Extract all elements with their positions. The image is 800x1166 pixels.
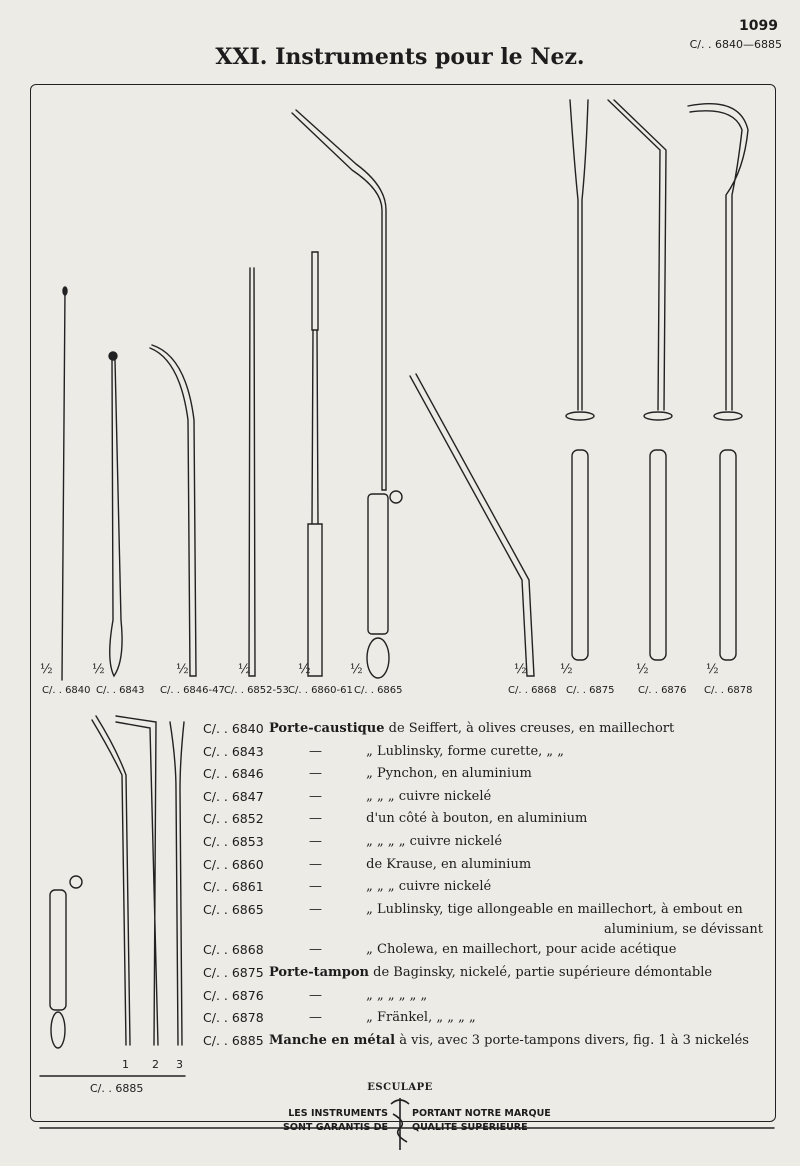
scale-note: ½	[176, 662, 189, 677]
instrument-6885-screw	[70, 876, 82, 888]
tampon-3	[170, 722, 184, 1045]
figure-ref: C/. . 6843	[96, 685, 145, 696]
footer-text: SONT GARANTIS DE	[283, 1122, 388, 1133]
caduceus-logo	[385, 1094, 415, 1154]
instrument-6885-handle	[50, 890, 66, 1010]
figure-ref: C/. . 6846-47	[160, 685, 225, 696]
catalog-row	[203, 1007, 763, 1030]
catalog-row	[203, 786, 763, 809]
item-name: —	[309, 766, 322, 782]
item-code: C/. . 6876	[203, 987, 264, 1003]
scale-note: ½	[350, 662, 363, 677]
item-name: —	[309, 1010, 322, 1026]
instrument-6876-shaft	[608, 100, 666, 410]
item-code: C/. . 6878	[203, 1010, 264, 1026]
instrument-6860	[308, 252, 322, 676]
item-name: Manche en métal	[269, 1032, 396, 1048]
item-code: C/. . 6843	[203, 743, 264, 759]
brand-name: ESCULAPE	[367, 1082, 433, 1093]
catalog-row	[203, 854, 763, 877]
page-title: XXI. Instruments pour le Nez.	[215, 44, 585, 70]
item-description: „ „ „ „ cuivre nickelé	[366, 833, 503, 849]
item-description: de Baginsky, nickelé, partie supérieure démontable	[373, 964, 713, 980]
scale-note: ½	[298, 662, 311, 677]
item-name: Porte-caustique	[269, 721, 385, 736]
item-description: „ „ „ cuivre nickelé	[366, 879, 492, 895]
scale-note: ½	[706, 662, 719, 677]
item-description: „ Pynchon, en aluminium	[366, 766, 532, 782]
item-code: C/. . 6861	[203, 879, 264, 895]
instrument-6865	[292, 110, 386, 490]
item-name: —	[309, 833, 322, 849]
figure-ref: C/. . 6852-53	[224, 685, 289, 696]
item-description: „ Cholewa, en maillechort, pour acide acétique	[366, 942, 677, 958]
instrument-6852	[249, 268, 255, 676]
item-name: —	[309, 788, 322, 804]
catalog-row	[203, 985, 763, 1008]
catalog-range: C/. . 6840—6885	[689, 38, 782, 51]
item-code: C/. . 6875	[203, 964, 264, 980]
instrument-6875-handle	[572, 450, 588, 660]
item-code: C/. . 6846	[203, 766, 264, 782]
instrument-6868	[410, 374, 534, 676]
instrument-6876-handle	[650, 450, 666, 660]
scale-note: ½	[40, 662, 53, 677]
figure-ref: C/. . 6876	[638, 685, 687, 696]
instrument-6846	[150, 345, 196, 676]
instrument-6865-handle	[368, 494, 388, 634]
catalog-row	[203, 899, 763, 922]
item-name: Porte-tampon	[269, 964, 370, 980]
figure-ref: C/. . 6840	[42, 685, 91, 696]
tampon-label-3: 3	[176, 1058, 183, 1071]
catalog-row	[203, 718, 763, 741]
figure-ref: C/. . 6865	[354, 685, 403, 696]
item-code: C/. . 6865	[203, 901, 264, 917]
item-description: de Seiffert, à olives creuses, en maillechort	[388, 721, 675, 736]
catalog-row	[203, 741, 763, 764]
catalog-row	[203, 763, 763, 786]
catalog-row	[203, 1030, 763, 1053]
item-code: C/. . 6852	[203, 811, 264, 827]
item-name: —	[309, 987, 322, 1003]
item-code: C/. . 6860	[203, 856, 264, 872]
item-name: —	[309, 856, 322, 872]
figure-ref: C/. . 6875	[566, 685, 615, 696]
instrument-6840-tip	[63, 287, 67, 295]
item-description: à vis, avec 3 porte-tampons divers, fig. 1 à 3 nickelés	[399, 1032, 749, 1048]
instrument-6865-knob	[367, 638, 389, 678]
catalog-row	[203, 876, 763, 899]
instrument-6878-handle	[720, 450, 736, 660]
tampon-1	[92, 716, 130, 1045]
item-code: C/. . 6868	[203, 942, 264, 958]
instrument-6885-knob	[51, 1012, 65, 1048]
item-description: „ Lublinsky, tige allongeable en maillechort, à embout en	[366, 901, 743, 917]
footer-text: QUALITÉ SUPÉRIEURE	[412, 1122, 528, 1133]
item-code: C/. . 6885	[203, 1032, 264, 1048]
item-description-continued: aluminium, se dévissant	[604, 922, 763, 938]
item-code: C/. . 6853	[203, 833, 264, 849]
item-name: —	[309, 942, 322, 958]
item-name: —	[309, 901, 322, 917]
catalog-row	[203, 808, 763, 831]
item-code: C/. . 6840	[203, 721, 264, 736]
tampon-label-1: 1	[122, 1058, 129, 1071]
item-code: C/. . 6847	[203, 788, 264, 804]
scale-note: ½	[238, 662, 251, 677]
figure-ref: C/. . 6878	[704, 685, 753, 696]
tampon-label-2: 2	[152, 1058, 159, 1071]
footer-text: PORTANT NOTRE MARQUE	[412, 1108, 551, 1119]
figure-ref: C/. . 6860-61	[288, 685, 353, 696]
instrument-6875-shaft	[570, 100, 588, 410]
bottom-figure-ref: C/. . 6885	[90, 1082, 144, 1095]
scale-note: ½	[636, 662, 649, 677]
instrument-6843-ball	[109, 352, 117, 360]
catalog-list	[203, 718, 763, 1052]
instrument-6875-guard	[566, 412, 594, 420]
item-name: —	[309, 811, 322, 827]
instrument-6840	[62, 290, 65, 680]
instrument-6878-shaft	[688, 104, 748, 410]
item-description: „ Fränkel, „ „ „ „	[366, 1010, 476, 1026]
catalog-row	[203, 962, 763, 985]
instrument-6878-guard	[714, 412, 742, 420]
scale-note: ½	[560, 662, 573, 677]
scale-note: ½	[514, 662, 527, 677]
catalog-row	[203, 939, 763, 962]
item-name: —	[309, 743, 322, 759]
instrument-6876-guard	[644, 412, 672, 420]
item-description: „ „ „ „ „ „	[366, 987, 428, 1003]
catalog-row	[203, 831, 763, 854]
instrument-6843	[110, 360, 122, 676]
instrument-6865-screw	[390, 491, 402, 503]
scale-note: ½	[92, 662, 105, 677]
item-name: —	[309, 879, 322, 895]
figure-ref: C/. . 6868	[508, 685, 557, 696]
item-description: „ „ „ cuivre nickelé	[366, 788, 492, 804]
item-description: de Krause, en aluminium	[366, 856, 532, 872]
item-description: d'un côté à bouton, en aluminium	[366, 811, 588, 827]
footer-text: LES INSTRUMENTS	[288, 1108, 388, 1119]
page-number: 1099	[739, 18, 778, 34]
item-description: „ Lublinsky, forme curette, „ „	[366, 743, 565, 759]
